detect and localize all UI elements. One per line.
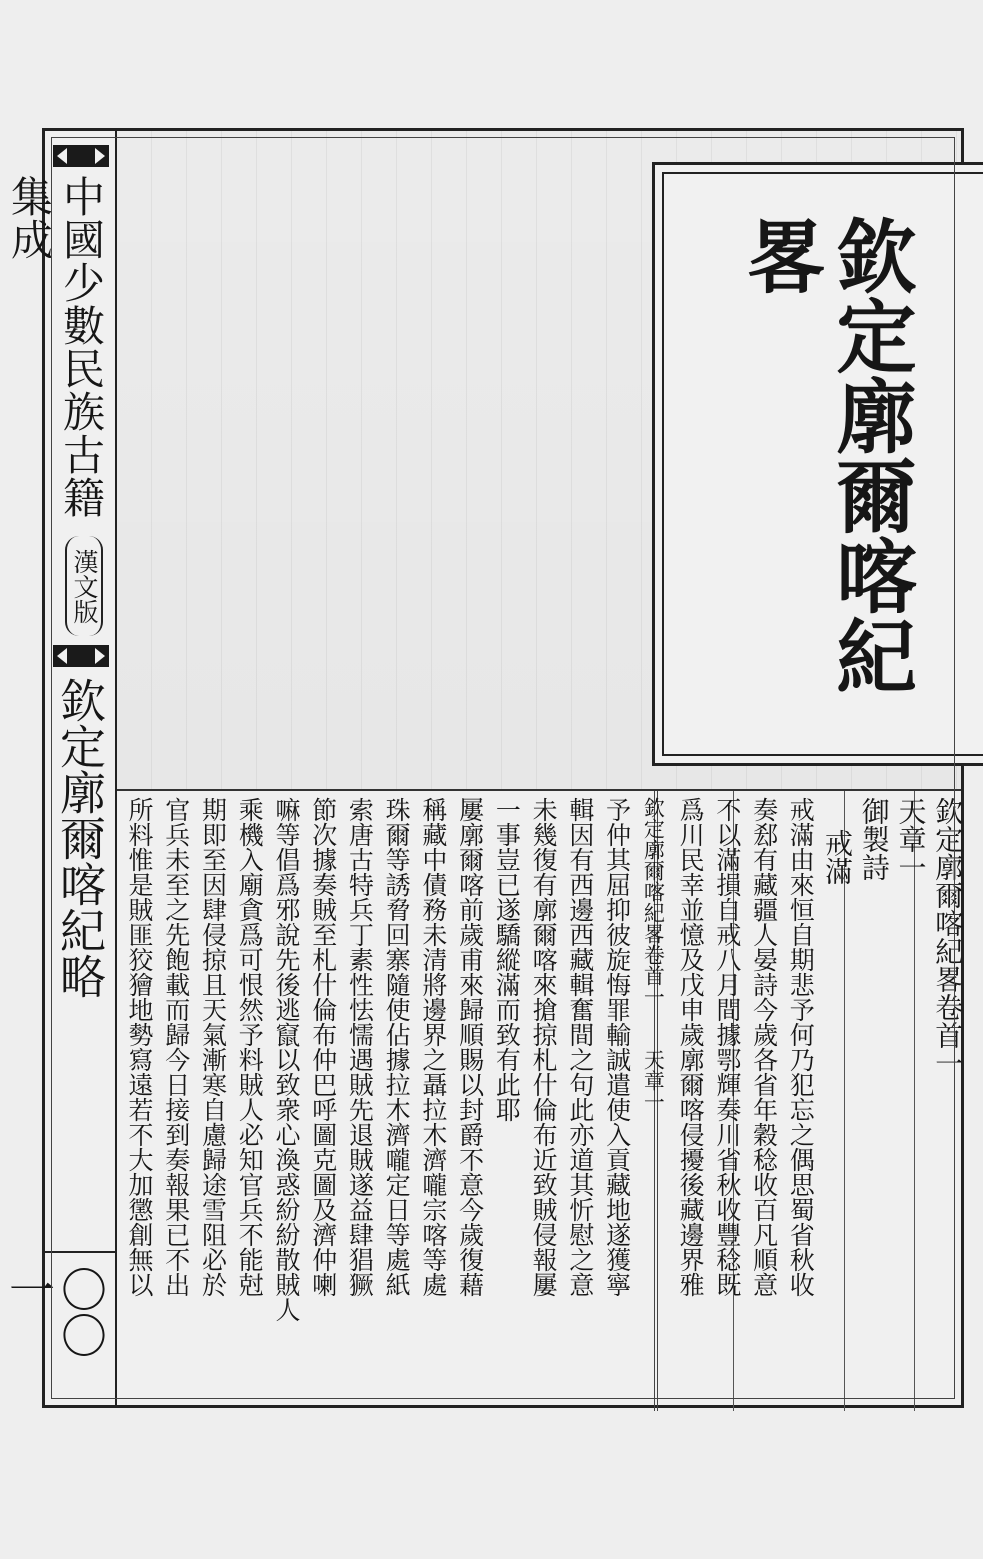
series-title: 中國少數民族古籍集成 <box>5 175 106 519</box>
upper-panel <box>117 131 961 791</box>
text-column: 爲川民幸並憶及戊申歲廓爾喀侵擾後藏邊界雅 <box>676 797 706 1297</box>
text-column: 節次據奏賊至札什倫布仲巴呼圖克圖及濟仲喇 <box>308 797 338 1297</box>
spine-divider <box>45 1251 117 1253</box>
edition-label: 漢文版 <box>65 536 103 636</box>
text-column: 予仲其屈抑彼旋悔罪輸誠遣使入貢藏地遂獲寧 <box>602 797 632 1297</box>
page-number: 〇〇一 <box>2 1266 108 1358</box>
text-column: 欽定廓爾喀紀畧卷首一 <box>931 797 965 1077</box>
text-column: 奏郄有藏疆人晏詩今歲各省年穀稔收百凡順意 <box>749 797 779 1297</box>
spine-column <box>2 131 117 1405</box>
spine-middle-ornament <box>53 645 109 667</box>
text-column: 乘機入廟貪爲可恨然予料賊人必知官兵不能尅 <box>235 797 265 1297</box>
text-column: 未幾復有廓爾喀來搶掠札什倫布近致賊侵報屢 <box>529 797 559 1297</box>
spine-book-title: 欽定廓爾喀紀略 <box>53 677 107 999</box>
text-column: 屢廓爾喀前歲甫來歸順賜以封爵不意今歲復藉 <box>455 797 485 1297</box>
page-frame <box>2 128 965 1408</box>
text-column: 戒滿由來恒自期悲予何乃犯忘之偶思蜀省秋收 <box>786 797 816 1297</box>
text-column: 輯因有西邊西藏輯奮間之句此亦道其忻慰之意 <box>565 797 595 1297</box>
text-column: 不以滿損自戒八月間據鄂輝奏川省秋收豐稔既 <box>712 797 742 1297</box>
spine-top-ornament <box>53 145 109 167</box>
text-column: 珠爾等誘脅回寨隨使佔據拉木濟嚨定日等處紙 <box>382 797 412 1297</box>
margin-label: 欽定廓爾喀紀畧卷首一 天章一 <box>641 797 666 1112</box>
text-column: 嘛等倡爲邪說先後逃竄以致衆心渙惑紛紛散賊人 <box>271 797 301 1322</box>
text-column: 所料惟是賊匪狡獪地勢寫遠若不大加懲創無以 <box>125 797 154 1297</box>
text-column: 一事豈已遂驕縱滿而致有此耶 <box>492 797 522 1122</box>
text-column: 天章一 <box>894 797 928 881</box>
text-column: 稱藏中債務未清將邊界之聶拉木濟嚨宗喀等處 <box>418 797 448 1297</box>
book-title: 欽定廓爾喀紀畧 <box>733 215 917 695</box>
text-column: 期即至因肆侵掠且天氣漸寒自慮歸途雪阻必於 <box>198 797 228 1297</box>
text-column: 官兵未至之先飽載而歸今日接到奏報果已不出 <box>161 797 191 1297</box>
title-box <box>652 162 983 766</box>
text-column: 御製詩 <box>857 797 891 881</box>
text-column: 索唐古特兵丁素性怯懦遇賊先退賊遂益肆猖獗 <box>345 797 375 1297</box>
text-column: 戒滿 <box>821 829 855 885</box>
text-area <box>117 791 965 1405</box>
